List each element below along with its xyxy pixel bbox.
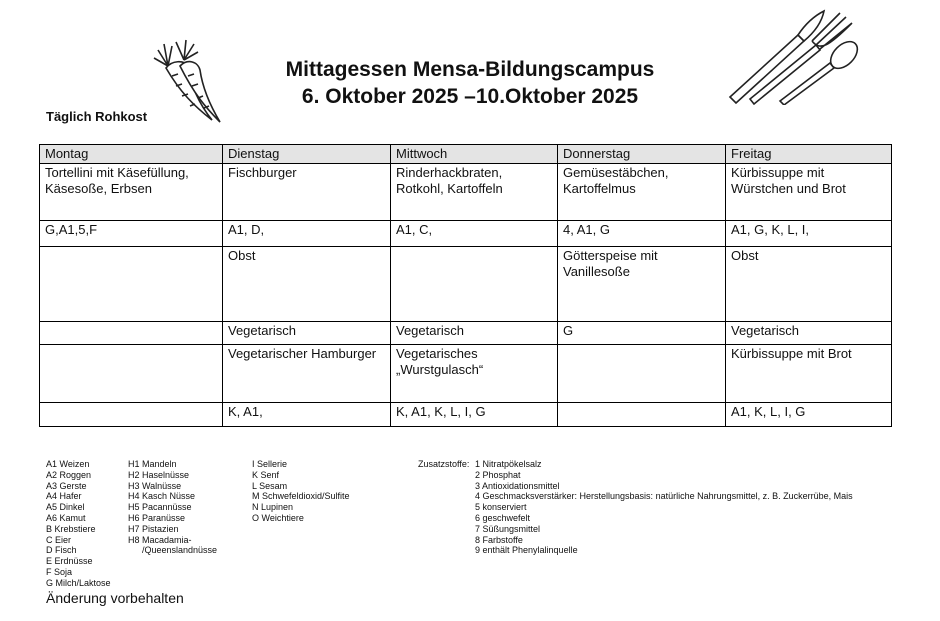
allergen-cell: A1, G, K, L, I,	[726, 221, 892, 247]
legend-item: O Weichtiere	[252, 512, 304, 523]
legend-item: D Fisch	[46, 545, 77, 556]
menu-cell	[40, 247, 223, 322]
legend-item: F Soja	[46, 566, 73, 577]
legend-item: 9 enthält Phenylalinquelle	[475, 545, 578, 556]
legend-item: H5 Pacannüsse	[128, 502, 192, 513]
menu-cell: Kürbissuppe mit Brot	[726, 345, 892, 403]
menu-cell	[558, 345, 726, 403]
allergen-legend-col2	[128, 459, 217, 556]
allergen-cell: K, A1,	[223, 403, 391, 427]
title-line-2: 6. Oktober 2025 –10.Oktober 2025	[301, 85, 639, 108]
legend-item: A3 Gerste	[46, 480, 87, 491]
menu-cell	[40, 322, 223, 345]
table-row	[40, 164, 892, 221]
cutlery-icon	[720, 5, 870, 105]
allergen-legend-col3	[252, 459, 350, 524]
allergen-cell: A1, K, L, I, G	[726, 403, 892, 427]
menu-cell: G	[558, 322, 726, 345]
legend-item: G Milch/Laktose	[46, 577, 111, 588]
allergen-cell: A1, C,	[391, 221, 558, 247]
legend-item: I Sellerie	[252, 459, 288, 469]
legend-item: 6 geschwefelt	[475, 512, 531, 523]
table-row	[40, 247, 892, 322]
legend-item: 5 konserviert	[475, 502, 527, 513]
legend-item: N Lupinen	[252, 502, 294, 513]
allergen-cell: 4, A1, G	[558, 221, 726, 247]
menu-cell: Vegetarisch	[391, 322, 558, 345]
allergen-cell	[558, 403, 726, 427]
legend-item: A2 Roggen	[46, 469, 92, 480]
legend-item: H7 Pistazien	[128, 523, 179, 534]
legend-item: 7 Süßungsmittel	[475, 523, 541, 534]
menu-cell: Obst	[726, 247, 892, 322]
legend-item: 8 Farbstoffe	[475, 534, 523, 545]
legend-item: C Eier	[46, 534, 72, 545]
menu-cell: Kürbissuppe mit Würstchen und Brot	[726, 164, 892, 221]
table-row	[40, 345, 892, 403]
legend-item: A1 Weizen	[46, 459, 90, 469]
menu-cell: Götterspeise mit Vanillesoße	[558, 247, 726, 322]
legend-item: M Schwefeldioxid/Sulfite	[252, 491, 350, 502]
table-row	[40, 221, 892, 247]
table-row	[40, 403, 892, 427]
allergen-legend-col1	[46, 459, 111, 589]
legend-item: A6 Kamut	[46, 512, 86, 523]
day-header: Montag	[40, 145, 223, 164]
legend-item: H3 Walnüsse	[128, 480, 182, 491]
table-header-row	[40, 145, 892, 164]
menu-cell: Vegetarischer Hamburger	[223, 345, 391, 403]
legend-item: H4 Kasch Nüsse	[128, 491, 196, 502]
allergen-cell: K, A1, K, L, I, G	[391, 403, 558, 427]
menu-cell: Fischburger	[223, 164, 391, 221]
legend-item: A5 Dinkel	[46, 502, 85, 513]
title-line-1: Mittagessen Mensa-Bildungscampus	[285, 58, 655, 81]
menu-cell: Rinderhackbraten, Rotkohl, Kartoffeln	[391, 164, 558, 221]
legend-item: H8 Macadamia-	[128, 534, 192, 545]
page-title	[200, 56, 740, 110]
menu-cell: Vegetarisch	[223, 322, 391, 345]
menu-cell: Gemüsestäbchen, Kartoffelmus	[558, 164, 726, 221]
menu-cell: Obst	[223, 247, 391, 322]
legend-item: H1 Mandeln	[128, 459, 177, 469]
allergen-cell	[40, 403, 223, 427]
menu-table	[39, 144, 892, 427]
legend-item: 1 Nitratpökelsalz	[475, 459, 542, 469]
menu-cell	[391, 247, 558, 322]
table-row	[40, 322, 892, 345]
legend-item: H6 Paranüsse	[128, 512, 186, 523]
legend-item: B Krebstiere	[46, 523, 96, 534]
legend-item: 2 Phosphat	[475, 469, 521, 480]
additives-label: Zusatzstoffe:	[418, 459, 470, 469]
day-header: Donnerstag	[558, 145, 726, 164]
menu-cell: Vegetarisches „Wurstgulasch“	[391, 345, 558, 403]
legend-item: E Erdnüsse	[46, 556, 93, 567]
legend-item: 4 Geschmacksverstärker: Herstellungsbasis: natürliche Nahrungsmittel, z. B. Zuckerrübe, Mais	[475, 491, 853, 502]
footer-note: Änderung vorbehalten	[46, 590, 184, 606]
day-header: Mittwoch	[391, 145, 558, 164]
menu-cell: Tortellini mit Käsefüllung, Käsesoße, Erbsen	[40, 164, 223, 221]
day-header: Dienstag	[223, 145, 391, 164]
allergen-cell: G,A1,5,F	[40, 221, 223, 247]
day-header: Freitag	[726, 145, 892, 164]
additives-legend	[475, 459, 853, 556]
legend-item: K Senf	[252, 469, 280, 480]
daily-note: Täglich Rohkost	[46, 109, 148, 124]
legend-item: H2 Haselnüsse	[128, 469, 190, 480]
allergen-cell: A1, D,	[223, 221, 391, 247]
legend-item: A4 Hafer	[46, 491, 82, 502]
menu-cell	[40, 345, 223, 403]
menu-cell: Vegetarisch	[726, 322, 892, 345]
legend-item: L Sesam	[252, 480, 288, 491]
legend-item: /Queenslandnüsse	[142, 545, 218, 556]
legend-item: 3 Antioxidationsmittel	[475, 480, 560, 491]
